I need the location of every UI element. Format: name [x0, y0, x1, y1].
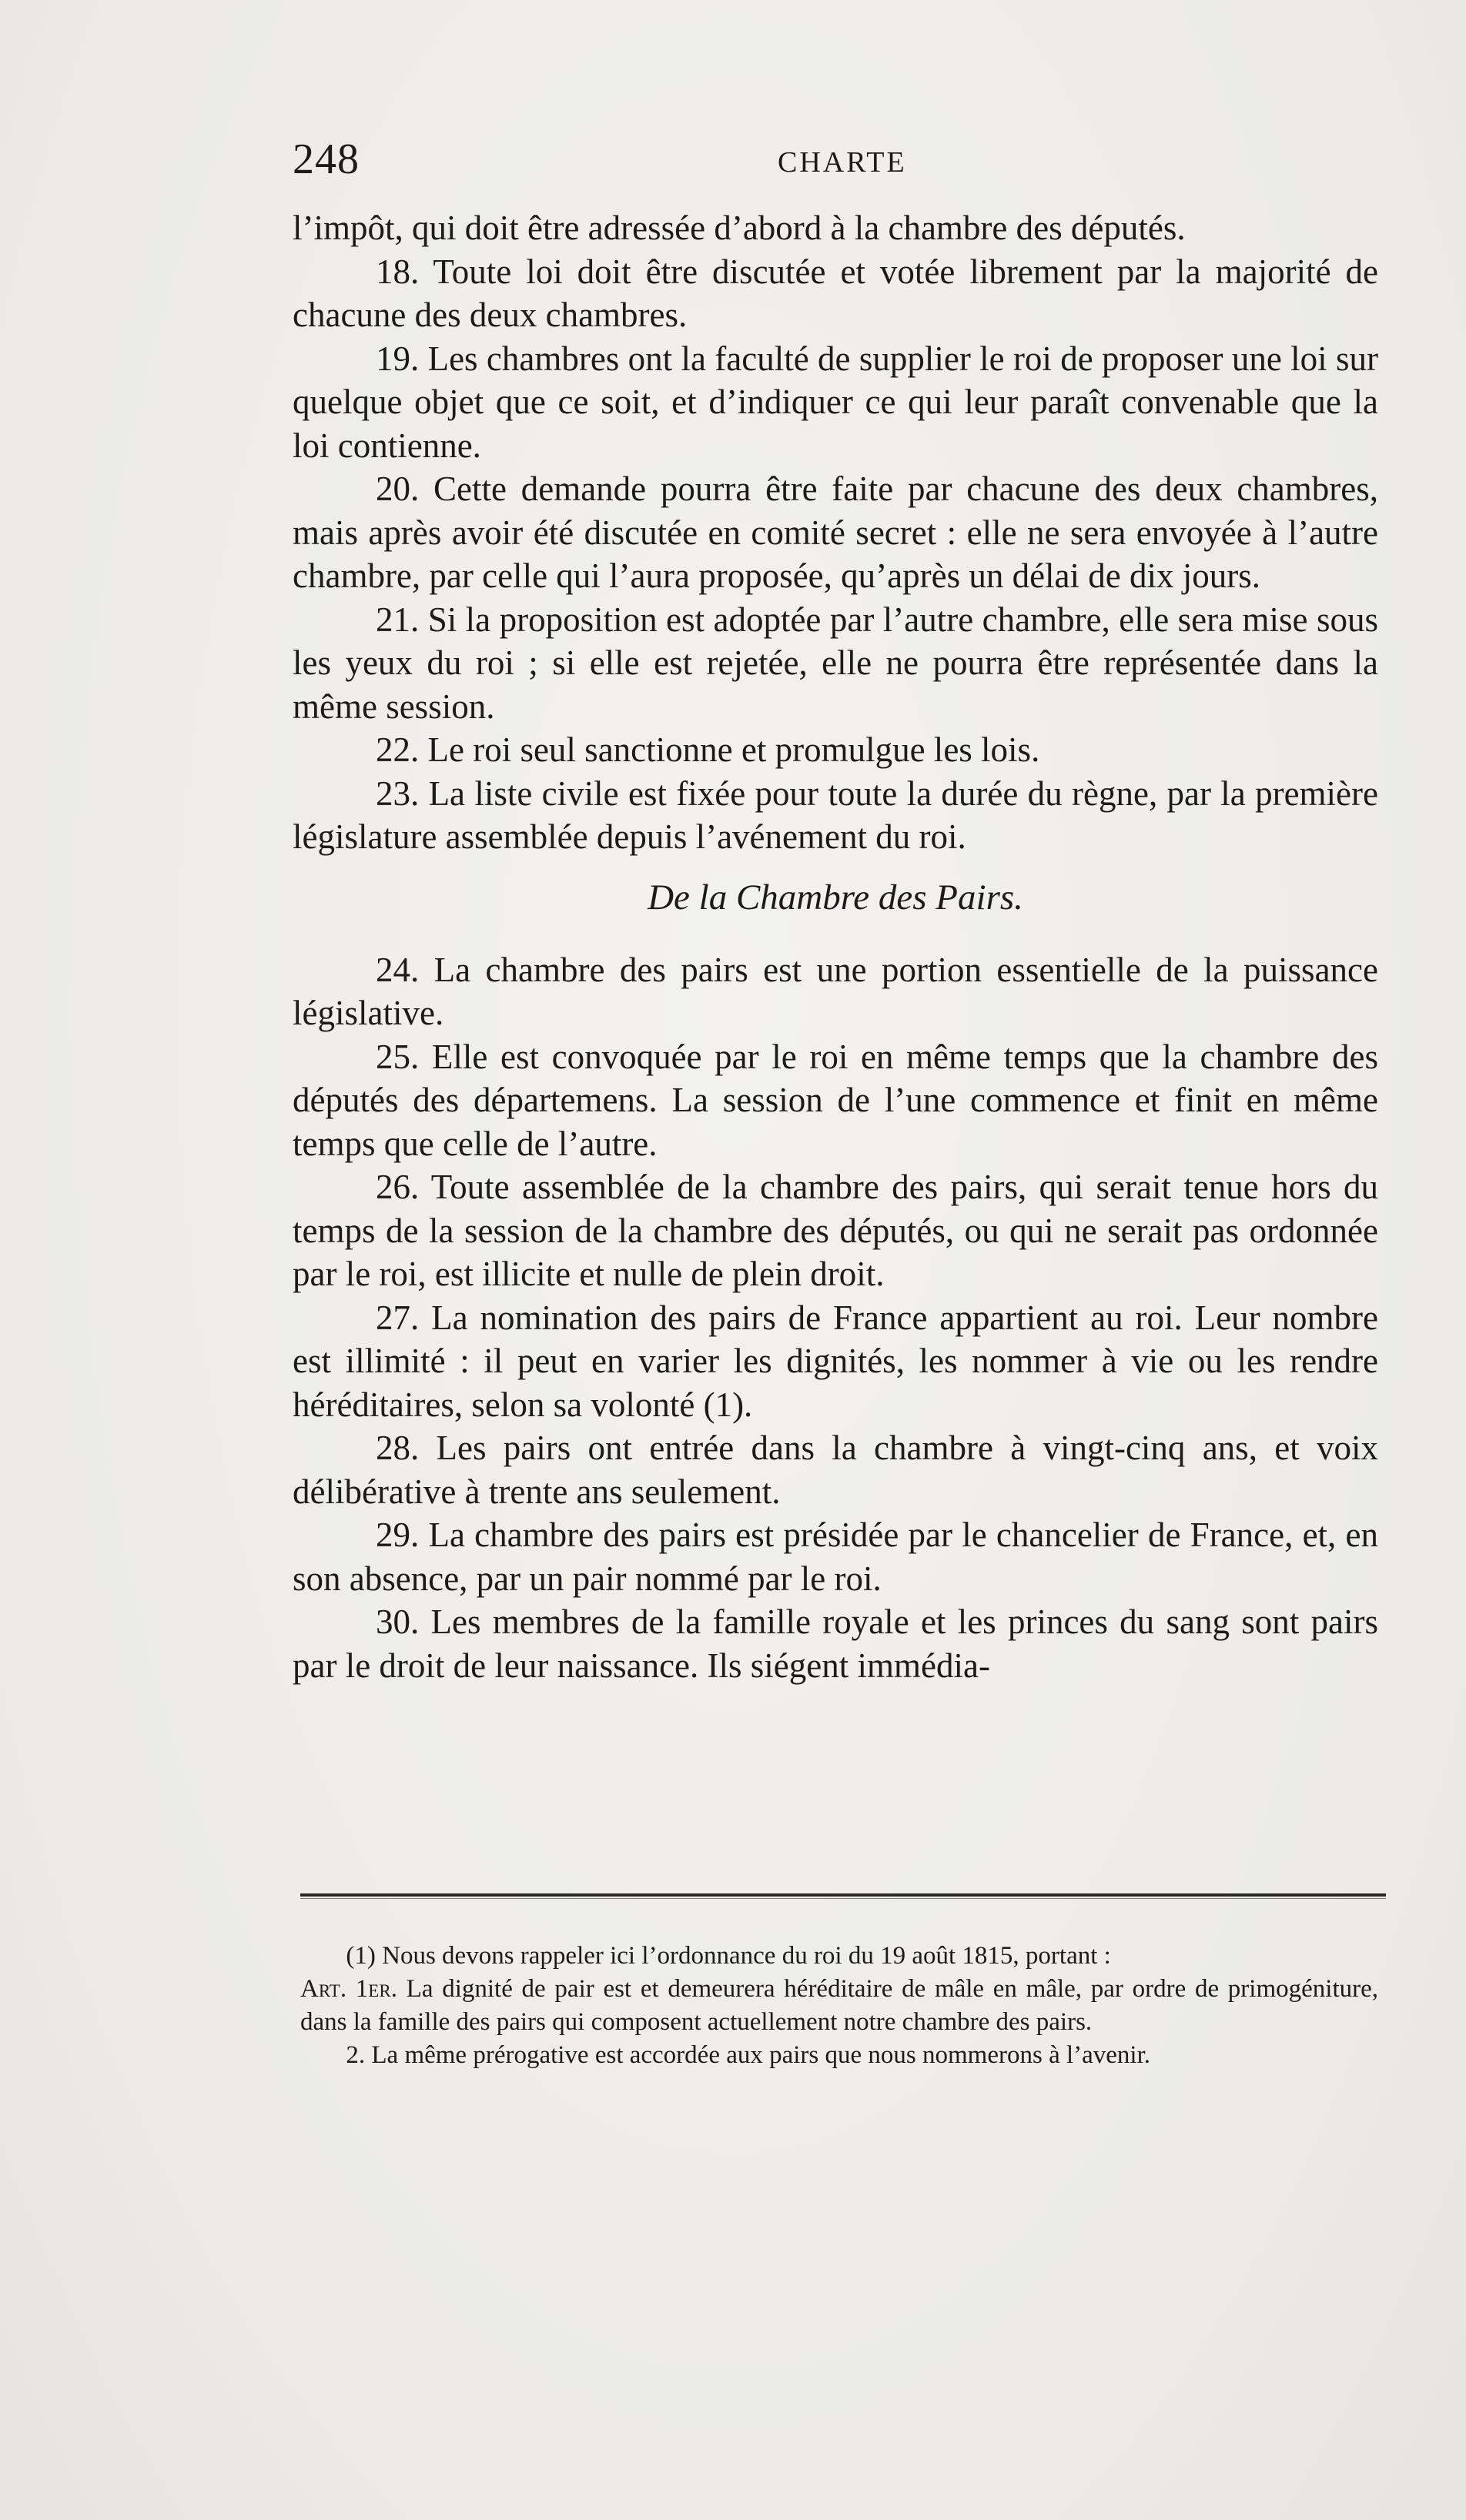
article-18: 18. Toute loi doit être discutée et votée librement par la majorité de chacune des deux chambres.: [293, 252, 1378, 334]
article-30: 30. Les membres de la famille royale et les princes du sang sont pairs par le droit de leur naissance. Ils siégent immédia-: [293, 1603, 1378, 1685]
article-25: 25. Elle est convoquée par le roi en même temps que la chambre des députés des départemens. La session de l’une commence et finit en même temps que celle de l’autre.: [293, 1037, 1378, 1163]
page-number: 248: [293, 135, 360, 183]
footnote-divider-thin: [300, 1898, 1386, 1899]
article-23: 23. La liste civile est fixée pour toute la durée du règne, par la première législature assemblée depuis l’avénement du roi.: [293, 774, 1378, 856]
footnote-intro: (1) Nous devons rappeler ici l’ordonnance du roi du 19 août 1815, portant :: [346, 1942, 1111, 1970]
body-text: [293, 206, 1378, 1687]
footnote-article-1-text: La dignité de pair est et demeurera héréditaire de mâle en mâle, par ordre de primogéniture, dans la famille des pairs qui composent actuellement notre chambre des pairs.: [300, 1975, 1378, 2036]
section-heading: De la Chambre des Pairs.: [648, 877, 1023, 917]
running-head: CHARTE: [778, 146, 907, 179]
article-28: 28. Les pairs ont entrée dans la chambre à vingt-cinq ans, et voix délibérative à trente ans seulement.: [293, 1429, 1378, 1511]
article-27: 27. La nomination des pairs de France appartient au roi. Leur nombre est illimité : il peut en varier les dignités, les nommer à vie ou les rendre héréditaires, selon sa volonté (1).: [293, 1298, 1378, 1424]
article-19: 19. Les chambres ont la faculté de supplier le roi de proposer une loi sur quelque objet que ce soit, et d’indiquer ce qui leur paraît convenable que la loi contienne.: [293, 339, 1378, 465]
footnote-article-1-label: Art. 1er.: [300, 1975, 397, 2003]
article-29: 29. La chambre des pairs est présidée par le chancelier de France, et, en son absence, par un pair nommé par le roi.: [293, 1516, 1378, 1598]
article-20: 20. Cette demande pourra être faite par chacune des deux chambres, mais après avoir été discutée en comité secret : elle ne sera envoyée à l’autre chambre, par celle qui l’aura proposée, qu’après un délai de dix jours.: [293, 470, 1378, 595]
article-22: 22. Le roi seul sanctionne et promulgue les lois.: [376, 730, 1040, 769]
footnote-divider: [300, 1893, 1386, 1897]
paragraph-continuation: l’impôt, qui doit être adressée d’abord à la chambre des députés.: [293, 209, 1186, 247]
footnote-article-2: 2. La même prérogative est accordée aux pairs que nous nommerons à l’avenir.: [346, 2041, 1150, 2069]
page-header: [293, 135, 1378, 196]
article-26: 26. Toute assemblée de la chambre des pairs, qui serait tenue hors du temps de la session de la chambre des députés, ou qui ne serait pas ordonnée par le roi, est illicite et nulle de plein droit.: [293, 1168, 1378, 1293]
article-21: 21. Si la proposition est adoptée par l’autre chambre, elle sera mise sous les yeux du roi ; si elle est rejetée, elle ne pourra être représentée dans la même session.: [293, 600, 1378, 726]
article-24: 24. La chambre des pairs est une portion essentielle de la puissance législative.: [293, 950, 1378, 1032]
footnote-article-1: [300, 1973, 1378, 2039]
footnotes: [300, 1940, 1378, 2072]
